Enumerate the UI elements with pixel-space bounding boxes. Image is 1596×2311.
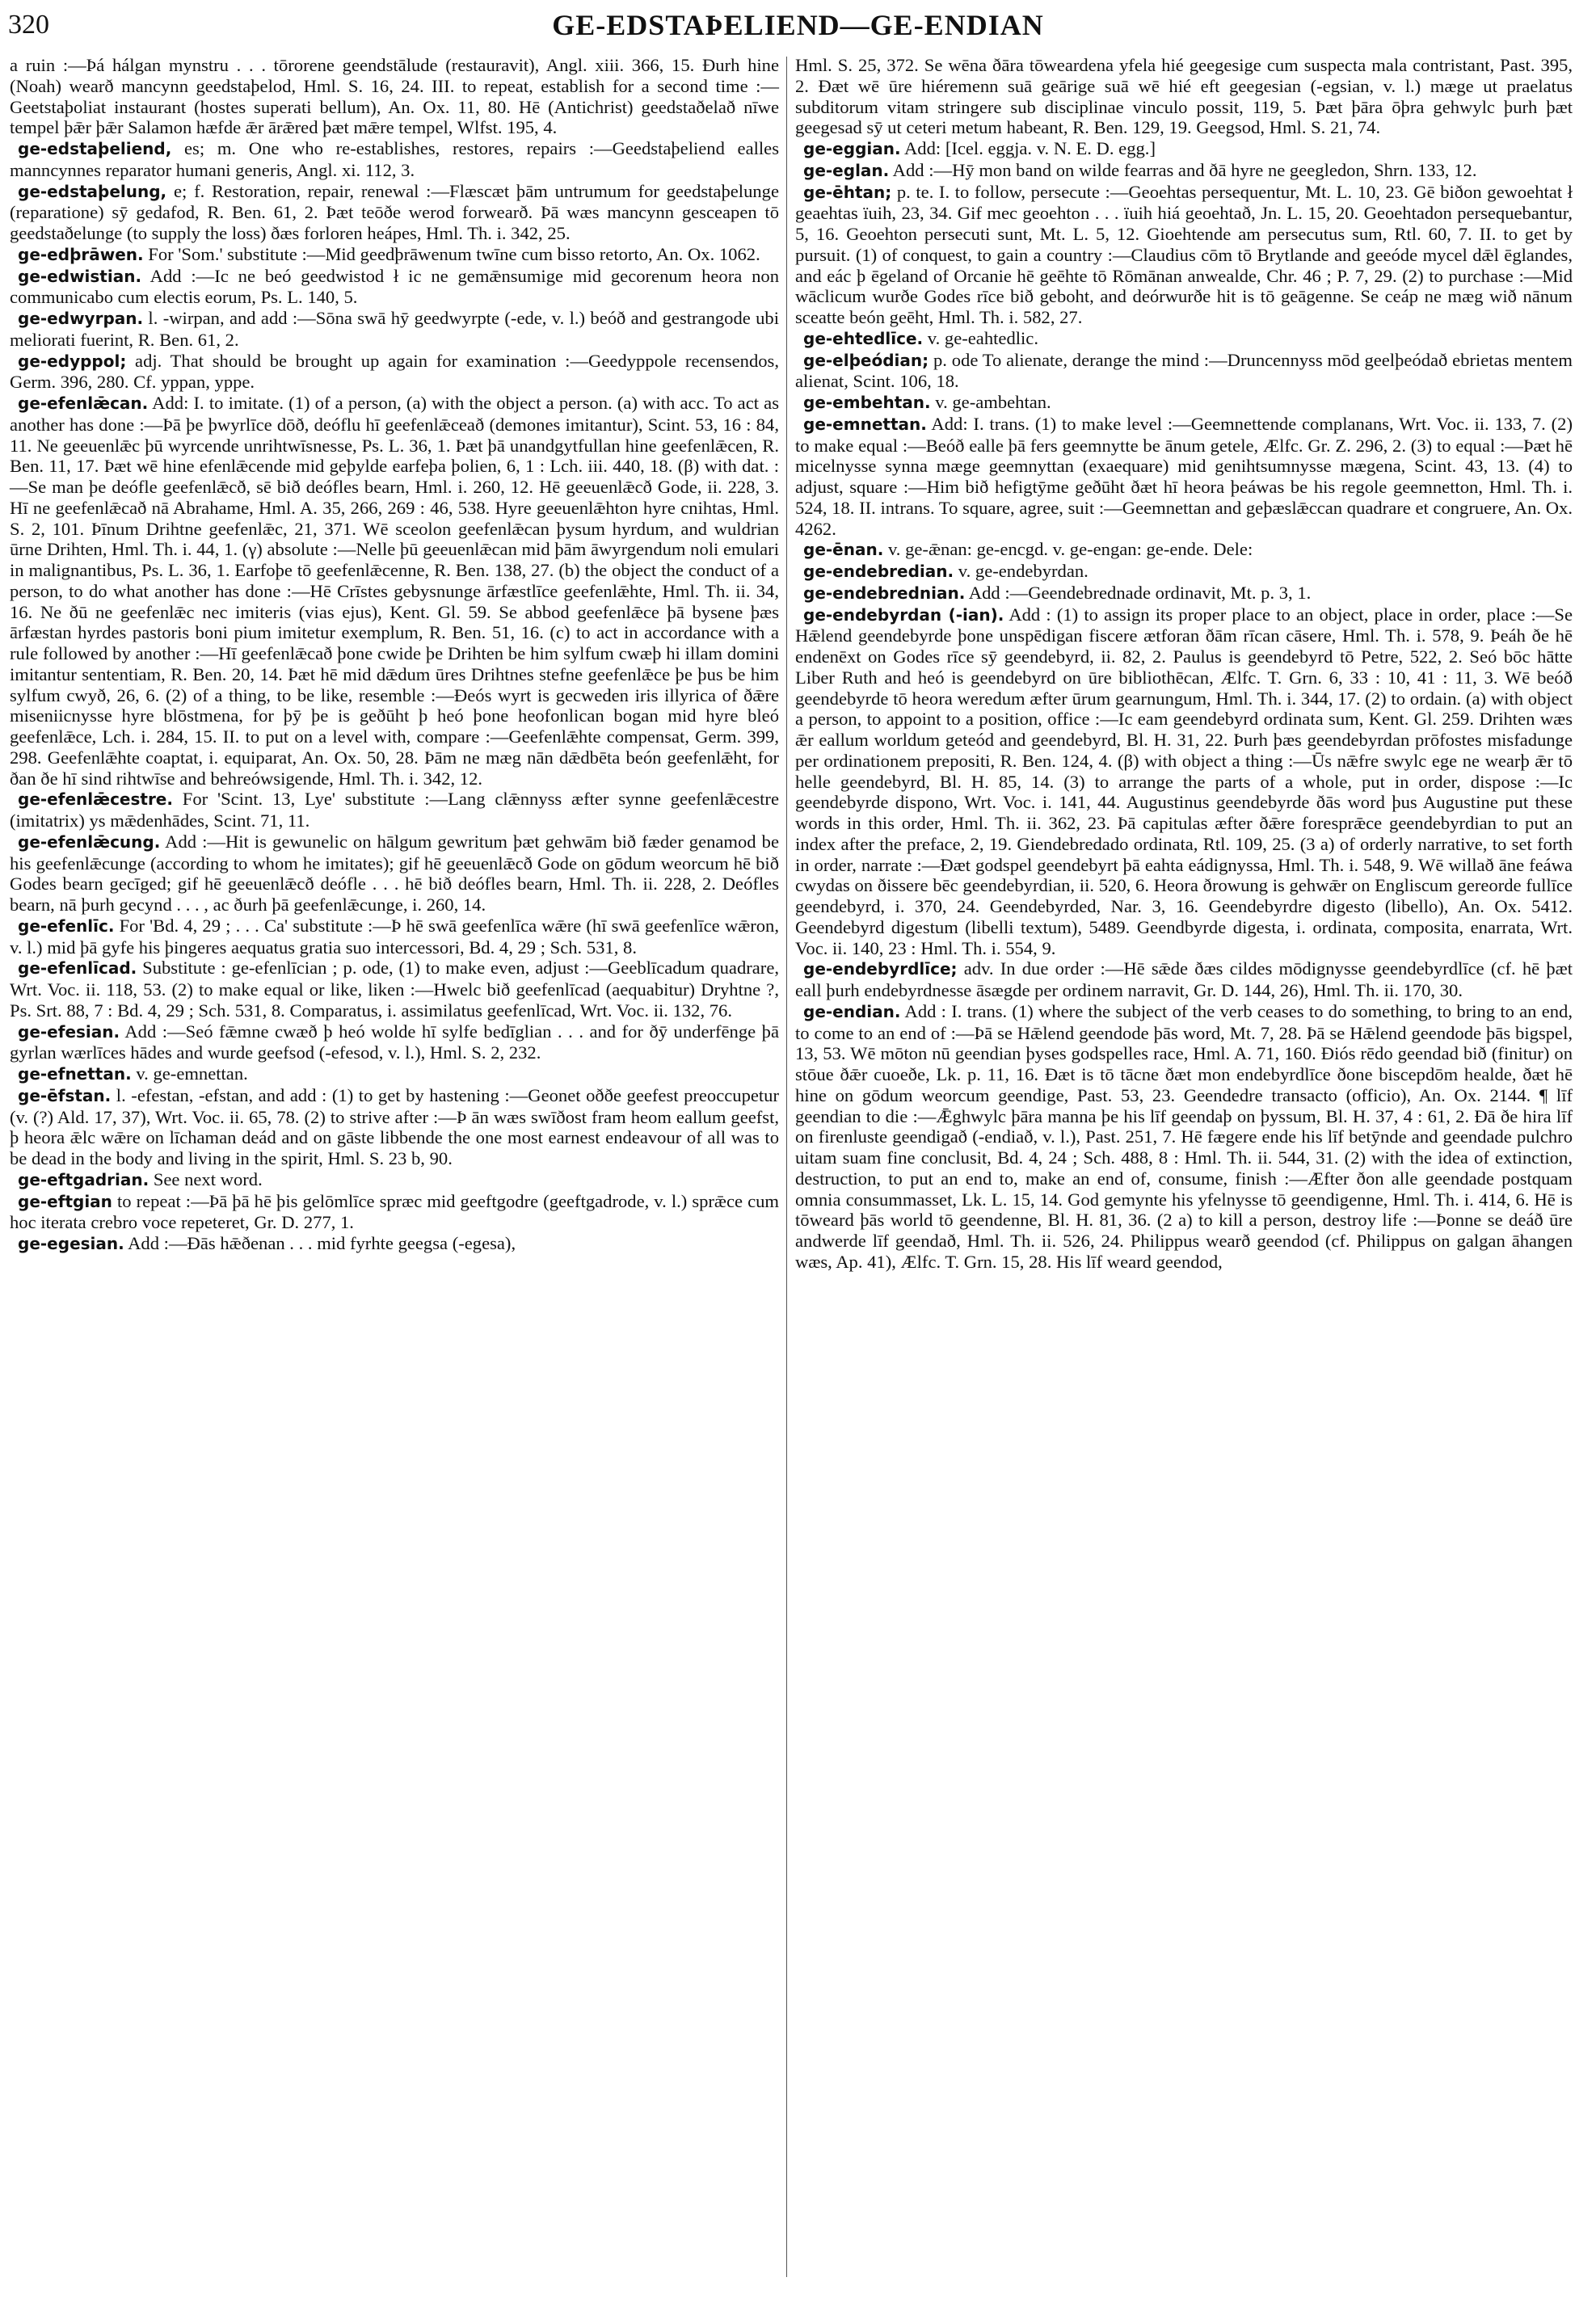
dictionary-entry bbox=[795, 1001, 1573, 1273]
entry-body: Substitute : ge-efenlīcian ; p. ode, (1) to make even, adjust :—Geeblīcadum quadrare, Wrt. Voc. ii. 118, 53. (2) to make equal or like, liken :—Hwelc bið geefenlīcad (aequabitur) Dryhtne ?, Ps. Srt. 88, 7 : Bd. 4, 29 ; Sch. 531, 8. Comparatus, i. assimilatus geefenlīcad, Wrt. Voc. ii. 132, 76. bbox=[10, 958, 779, 1021]
entry-body: Add : (1) to assign its proper place to an object, place in order, place :—Se Hǣlend geendebyrde þone unspēdigan fiscere ætforan ðām rīcan cāsere, Hml. Th. i. 578, 9. Þeáh ðe hē endenēxt on Godes rīce sȳ geendebyrd, ii. 82, 2. Paulus is geendebyrd tō Petre, 522, 2. Seó bōc hātte Liber Ruth and heó is geendebyrd on ūre bibliothēcan, Ælfc. T. Grn. 6, 33 : 10, 41 : 11, 3. Wē beóð geendebyrde tō heora weredum æfter ūrum gearnungum, Hml. Th. i. 344, 17. (2) to ordain. (a) with object a person, to appoint to a position, office :—Ic eam geendebyrd ordinata sum, Kent. Gl. 259. Drihten wæs ǣr eallum worldum geteód and geendebyrd, Bl. H. 31, 22. Þurh þæs geendebyrdan prōfostes misfadunge per ordinationem prepositi, R. Ben. 124, 4. (β) with object a thing :—Ūs nǣfre swylc ege ne wearþ ǣr tō helle geendebyrd, Bl. H. 85, 14. (3) to arrange the parts of a whole, put in order, dispose :—Ic geendebyrde dispono, Wrt. Voc. i. 141, 44. Augustinus geendebyrde ðās word þus Augustine put these words in this order, Hml. Th. ii. 362, 23. Þā capitulas æfter ðǣre foresprǣce geendebyrdian to put an index after the preface, 2, 19. Giendebredado ordinata, Rtl. 109, 25. (3 a) of orderly narrative, to set forth in order, narrate :—Ðæt godspel geendebyrt þā eahta eádignyssa, Hml. Th. i. 548, 9. Wē willað āne feáwa cwydas on ðissere bēc geendebyrdian, ii. 520, 6. Heora ðrowung is gehwǣr on Engliscum gereorde fullīce geendebyrd, i. 370, 24. Geendebyrded, Nar. 3, 16. Geendebyrdre digesto (libello), An. Ox. 5412. Geendebyrd digestum (libelli textum), 5489. Geendbyrde digesta, i. ordinata, composita, enarrata, Wrt. Voc. ii. 140, 23 : Hml. Th. i. 554, 9. bbox=[795, 604, 1573, 958]
running-title: GE-EDSTAÞELIEND—GE-ENDIAN bbox=[552, 9, 1044, 41]
entry-body: Add :—Ðās hǣðenan . . . mid fyrhte geegsa (-egesa), bbox=[124, 1233, 516, 1253]
entry-body: v. ge-ǣnan: ge-encgd. v. ge-engan: ge-ende. Dele: bbox=[883, 539, 1253, 560]
entry-headword: ge-eggian. bbox=[803, 139, 901, 158]
entry-body: For 'Bd. 4, 29 ; . . . Ca' substitute :—Þ hē swā geefenlīca wǣre (hī swā geefenlīce wǣron, v. l.) mid þā gyfe his þingeres aequatus gratia suo intercessori, Bd. 4, 29 ; Sch. 531, 8. bbox=[10, 915, 779, 958]
entry-body: Add :—Hȳ mon band on wilde fearras and ðā hyre ne geegledon, Shrn. 133, 12. bbox=[889, 159, 1477, 180]
dictionary-entry bbox=[795, 604, 1573, 959]
entry-headword: ge-efenlǣcung. bbox=[18, 831, 161, 852]
entry-body: adv. In due order :—Hē sǣde ðæs cildes mōdignysse geendebyrdlīce (cf. hē þæt eall þurh endebyrdnesse āsægde per ordinem narravit, Gr. D. 144, 26), Hml. Th. ii. 170, 30. bbox=[795, 958, 1573, 1000]
dictionary-entry bbox=[795, 160, 1573, 182]
entry-body: adj. That should be brought up again for examination :—Geedyppole recensendos, Germ. 396, 280. Cf. yppan, yppe. bbox=[10, 350, 779, 393]
entry-headword: ge-efesian. bbox=[18, 1021, 120, 1042]
entry-headword: ge-efnettan. bbox=[18, 1064, 132, 1084]
entry-headword: ge-edþrāwen. bbox=[18, 244, 144, 264]
dictionary-entry bbox=[795, 328, 1573, 350]
dictionary-entry bbox=[795, 539, 1573, 561]
dictionary-entry bbox=[795, 55, 1573, 138]
dictionary-entry bbox=[795, 583, 1573, 604]
entry-headword: ge-endebyrdlīce; bbox=[803, 959, 958, 979]
entry-headword: ge-efenlǣcestre. bbox=[18, 789, 173, 810]
entry-headword: ge-efenlīc. bbox=[18, 916, 115, 936]
dictionary-entry bbox=[10, 351, 779, 394]
entry-headword: ge-embehtan. bbox=[803, 393, 931, 412]
entry-headword: ge-eglan. bbox=[803, 160, 890, 180]
dictionary-entry bbox=[10, 308, 779, 351]
entry-body: Add :—Ic ne beó geedwistod ł ic ne gemǣnsumige mid gecorenum heora non communicabo cum electis eorum, Ps. L. 140, 5. bbox=[10, 265, 779, 308]
entry-headword: ge-efenlīcad. bbox=[18, 958, 137, 979]
dictionary-entry bbox=[10, 181, 779, 244]
entry-headword: ge-edwistian. bbox=[18, 266, 142, 286]
entry-body: Add: I. trans. (1) to make level :—Geemnettende complanans, Wrt. Voc. ii. 133, 7. (2) to make equal :—Beóð ealle þā fers geemnytte be ānum getele, Ælfc. Gr. Z. 296, 2. (3) to equal :—Þæt hē micelnysse synna mæge geemnyttan (exaequare) mid genihtsumnysse mægena, Scint. 43, 13. (4) to adjust, square :—Him bið hefigtȳme geðūht ðæt hī heora þeáwas be his regole geemnetton, Hml. Th. i. 524, 18. II. intrans. To square, agree, suit :—Geemnettan and geþæslǣccan quadrare et congruere, An. Ox. 4262. bbox=[795, 413, 1573, 539]
entry-headword: ge-ēhtan; bbox=[803, 182, 892, 202]
entry-headword: ge-ēnan. bbox=[803, 540, 884, 560]
entry-headword: ge-endian. bbox=[803, 1001, 901, 1021]
entry-headword: ge-emnettan. bbox=[803, 414, 927, 434]
column-divider bbox=[786, 57, 787, 2277]
entry-body: Add :—Seó fǣmne cwæð þ heó wolde hī sylfe bedīglian . . . and for ðȳ underfēnge þā gyrlan wærlīces hādes and wurde geefsod (-efesod, v. l.), Hml. S. 2, 232. bbox=[10, 1021, 779, 1063]
dictionary-entry bbox=[10, 393, 779, 789]
entry-body: p. te. I. to follow, persecute :—Geoehtas persequentur, Mt. L. 10, 23. Gē biðon gewoehtat ł geaehtas ïuih, 23, 34. Gif mec geoehton . . . ïuih hiá geoehtað, Jn. L. 15, 20. Geoehtadon persequebantur, 5, 16. Geoehton persecuti sunt, Mt. L. 5, 12. Gioehtende am persecutus sum, Rtl. 60, 7. II. to get by pursuit. (1) of conquest, to gain a country :—Claudius cōm tō Brytlande and geeóde mycel dǣl ēglandes, and eác þ ēgeland of Orcanie hē geēhte tō Rōmānan anwealde, Chr. 46 ; P. 7, 29. (2) to purchase :—Mid wāclicum wurðe Godes rīce bið geboht, and deórwurðe hit is tō geāgenne. Se ceáp ne mæg wið nānum sceatte beón geēht, Hml. Th. i. 582, 27. bbox=[795, 181, 1573, 327]
dictionary-entry bbox=[795, 182, 1573, 328]
dictionary-entry bbox=[795, 392, 1573, 414]
dictionary-entry bbox=[10, 266, 779, 309]
entry-body: Hml. S. 25, 372. Se wēna ðāra tōweardena yfela hié geegesige cum suspecta mala contristant, Past. 395, 2. Ðæt wē ūre hiéremenn suā geārige suā wē hié eft geegesian (-egsian, v. l.) mæge ut praelatus subditorum vitam stringere sub disciplinae vinculo possit, 119, 5. Þæt þāra ōþra gehwylc þurh þæt geegesad sȳ ut ceteri metum habeant, R. Ben. 129, 19. Geegsod, Hml. S. 21, 74. bbox=[795, 55, 1573, 138]
entry-body: See next word. bbox=[149, 1168, 263, 1189]
entry-headword: ge-eftgadrian. bbox=[18, 1169, 149, 1189]
entry-headword: ge-endebyrdan (-ian). bbox=[803, 604, 1004, 625]
entry-headword: ge-ēfstan. bbox=[18, 1085, 112, 1105]
entry-body: v. ge-endebyrdan. bbox=[954, 561, 1089, 581]
dictionary-entry bbox=[10, 55, 779, 138]
entry-body: Add : I. trans. (1) where the subject of the verb ceases to do something, to bring to an end, to come to an end of :—Þā se Hǣlend geendode þās word, Mt. 7, 28. Þā se Hǣlend geendode þās bigspel, 13, 53. Wē mōton nū geendian þyses godspelles race, Hml. A. 71, 160. Ðiós rēdo geendad bið (finitur) on stōue ðǣr cuoeðe, Lk. p. 11, 16. Ðæt is tō tācne ðæt mon endebyrdlīce ðone biscepdōm healde, ðæt hē hine on gōdum weorcum geendige, Past. 53, 23. Geendedre transacto (officio), An. Ox. 2144. ¶ līf geendian to die :—Ǣghwylc þāra manna þe his līf geendaþ on þyssum, Bl. H. 37, 4 : 61, 2. Ðā ðe hira līf on firenluste geendigað (-endiað, v. l.), Past. 251, 7. Hē fægere ende his līf betȳnde and geendade pulchro uitam suam fine conclusit, Bd. 4, 24 ; Sch. 488, 8 : Hml. Th. ii. 544, 31. (2) with the idea of extinction, destruction, to put an end to, make an end of, consume, finish :—Æfter ðon alle geendade postquam omnia consummasset, Lk. L. 15, 14. God gemynte his yfelnysse tō geendigenne, Hml. Th. i. 414, 6. Hē is tōweard þās world tō geendenne, Bl. H. 81, 36. (2 a) to kill a person, destroy life :—Þonne se deáð ūre andwerde līf geendað, Hml. Th. ii. 526, 24. Philippus wearð geendod (cf. Philippus on galgan āhangen wæs, Ap. 41), Ælfc. T. Grn. 15, 28. His līf weard geendod, bbox=[795, 1000, 1573, 1272]
entry-headword: ge-edyppol; bbox=[18, 351, 127, 371]
left-column bbox=[10, 55, 779, 1255]
entry-body: Add: [Icel. eggja. v. N. E. D. egg.] bbox=[900, 138, 1156, 158]
entry-body: v. ge-eahtedlic. bbox=[923, 327, 1038, 348]
dictionary-entry bbox=[10, 1085, 779, 1169]
page-header bbox=[0, 6, 1596, 47]
page-number: 320 bbox=[8, 10, 49, 40]
entry-body: to repeat :—Þā þā hē þis gelōmlīce spræc mid geeftgodre (geeftgadrode, v. l.) sprǣce cum hoc iterata crebro voce repeteret, Gr. D. 277, 1. bbox=[10, 1190, 779, 1233]
dictionary-entry bbox=[10, 1063, 779, 1085]
entry-body: Add :—Hit is gewunelic on hālgum gewritum þæt gehwām bið fæder genamod be his geefenlǣcunge (according to whom he imitates); gif hē geeuenlǣcð Gode on gōdum weorcum hē bið Godes bearn gecīged; gif hē geeuenlǣcð deófle . . . hē bið deófles bearn, Hml. Th. ii. 228, 2. Deófles bearn, nā þurh gecynd . . . , ac ðurh þā geefenlǣcunge, i. 260, 14. bbox=[10, 831, 779, 915]
entry-body: Add: I. to imitate. (1) of a person, (a) with the object a person. (a) with acc. To act as another has done :—Þā þe þwyrlīce dōð, deóflu hī geefenlǣceað (demones imitantur), Scint. 53, 16 : 84, 11. Ne geeuenlǣc þū wyrcende unrihtwīsnesse, Ps. L. 36, 1. Þæt þā unandgytfullan hine geefenlǣcen, R. Ben. 11, 17. Þæt wē hine efenlǣcende mid geþylde earfeþa þolien, 6, 1 : Lch. iii. 440, 18. (β) with dat. :—Se man þe deófle geefenlǣcð, sē bið deófles bearn, Hml. i. 260, 12. Hē geeuenlǣcð Gode, ii. 228, 3. Hī ne geefenlǣcað nā Abrahame, Hml. A. 35, 266, 269 : 46, 538. Hyre geeuenlǣhton hyre cnihtas, Hml. S. 2, 101. Þīnum Drihtne geefenlǣc, 21, 371. Wē sceolon geefenlǣcan þysum hyrdum, and wuldrian ūrne Drihten, Hml. Th. i. 44, 1. (γ) absolute :—Nelle þū geeuenlǣcan mid þām āwyrgendum noli emulari in malignantibus, Ps. L. 36, 1. Earfoþe tō geefenlǣcenne, R. Ben. 138, 27. (b) the object the conduct of a person, to do what another has done :—Hē Crīstes gebysnunge ārfæstlīce geefenlǣhte, Hml. Th. ii. 34, 16. Ne ðū ne geefenlǣc nec imiteris (vias ejus), Kent. Gl. 59. Se abbod geefenlǣce þā bysene þæs ārfæstan hyrdes pastoris boni pium imitetur exemplum, R. Ben. 51, 16. (c) to act in accordance with a rule followed by another :—Hī geefenlǣcað þone cwide þe Drihten be him sylfum cwæþ hi illam domini imitantur sententiam, R. Ben. 20, 14. Þæt hē mid dǣdum ūres Drihtnes stefne geefenlǣce þe þus be him sylfum cwyð, 26, 6. (2) of a thing, to be like, resemble :—Ðeós wyrt is gecweden iris illyrica of ðǣre miseniicnysse hyre blōstmena, for þȳ þe is geðūht þ heó þone heofonlican bogan mid hyre bleó geefenlǣce, Lch. i. 284, 15. II. to put on a level with, compare :—Geefenlǣhte compensat, Germ. 399, 298. Geefenlǣhte coaptat, i. equiparat, An. Ox. 50, 28. Þām ne mæg nān dǣdbēta beón geefenlǣht, for ðan ðe hī sind rihtwīse and behreówsigende, Hml. Th. i. 342, 12. bbox=[10, 393, 779, 789]
entry-headword: ge-egesian. bbox=[18, 1234, 124, 1253]
dictionary-entry bbox=[10, 958, 779, 1021]
entry-body: e; f. Restoration, repair, renewal :—Flæscæt þām untrumum for geedstaþelunge (reparatione) sȳ gedafod, R. Ben. 61, 2. Þæt teōðe werod forwearð. Þā wæs mancynn gesceapen tō geedstaðelunge (to supply the loss) ðæs forloren heápes, Hml. Th. i. 342, 25. bbox=[10, 180, 779, 243]
right-column bbox=[795, 55, 1573, 1273]
dictionary-entry bbox=[795, 138, 1573, 160]
dictionary-entry bbox=[10, 789, 779, 831]
dictionary-entry bbox=[10, 1233, 779, 1255]
dictionary-entry bbox=[10, 1021, 779, 1064]
entry-headword: ge-edwyrpan. bbox=[18, 309, 144, 328]
entry-body: For 'Scint. 13, Lye' substitute :—Lang clǣnnyss æfter synne geefenlǣcestre (imitatrix) ys mǣdenhādes, Scint. 71, 11. bbox=[10, 789, 779, 831]
dictionary-entry bbox=[10, 244, 779, 266]
entry-headword: ge-elþeódian; bbox=[803, 350, 929, 370]
entry-body: l. -wirpan, and add :—Sōna swā hȳ geedwyrpte (-ede, v. l.) beóð and gestrangode ubi meliorati fuerint, R. Ben. 61, 2. bbox=[10, 308, 779, 350]
dictionary-entry bbox=[10, 138, 779, 181]
dictionary-entry bbox=[795, 350, 1573, 393]
entry-body: Add :—Geendebrednade ordinavit, Mt. p. 3, 1. bbox=[965, 582, 1312, 603]
entry-body: For 'Som.' substitute :—Mid geedþrāwenum twīne cum bisso retorto, An. Ox. 1062. bbox=[143, 243, 760, 264]
entry-headword: ge-endebredian. bbox=[803, 562, 954, 581]
entry-body: l. -efestan, -efstan, and add : (1) to get by hastening :—Geonet oððe geefest preoccupetur (v. (?) Ald. 17, 37), Wrt. Voc. ii. 65, 78. (2) to strive after :—Þ ān wæs swīðost fram heom eallum geefst, þ heora ǣlc wǣre on līchaman deád and on gāste libbende the one most earnest endeavour of all was to be dead in the body and living in the spirit, Hml. S. 23 b, 90. bbox=[10, 1084, 779, 1168]
entry-headword: ge-edstaþelung, bbox=[18, 181, 167, 201]
dictionary-entry bbox=[10, 916, 779, 958]
dictionary-entry bbox=[795, 958, 1573, 1001]
entry-headword: ge-eftgian bbox=[18, 1191, 112, 1211]
entry-body: v. ge-ambehtan. bbox=[930, 392, 1051, 412]
dictionary-entry bbox=[795, 414, 1573, 540]
entry-headword: ge-ehtedlīce. bbox=[803, 328, 924, 348]
dictionary-entry bbox=[795, 561, 1573, 583]
dictionary-entry bbox=[10, 831, 779, 916]
entry-body: a ruin :—Þá hálgan mynstru . . . tōrorene geendstālude (restauravit), Angl. xiii. 366, 15. Ðurh hine (Noah) wearð mancynn geedstaþelod, Hml. S. 16, 24. III. to repeat, establish for a second time :—Geetstaþoliat instaurant (hostes superati bellum), An. Ox. 11, 80. Hē (Antichrist) geedstaðelað nīwe tempel þǣr þǣr Salamon hæfde ǣr ārǣred þæt mǣre tempel, Wlfst. 195, 4. bbox=[10, 55, 779, 138]
entry-body: es; m. One who re-establishes, restores, repairs :—Geedstaþeliend ealles manncynnes reparator humani generis, Angl. xi. 112, 3. bbox=[10, 138, 779, 180]
entry-body: p. ode To alienate, derange the mind :—Druncennyss mōd geelþeódað ebrietas mentem alienat, Scint. 106, 18. bbox=[795, 349, 1573, 392]
dictionary-entry bbox=[10, 1169, 779, 1191]
entry-body: v. ge-emnettan. bbox=[131, 1063, 248, 1084]
entry-headword: ge-endebrednian. bbox=[803, 583, 966, 603]
entry-headword: ge-efenlǣcan. bbox=[18, 394, 149, 413]
entry-headword: ge-edstaþeliend, bbox=[18, 139, 172, 158]
dictionary-entry bbox=[10, 1191, 779, 1234]
